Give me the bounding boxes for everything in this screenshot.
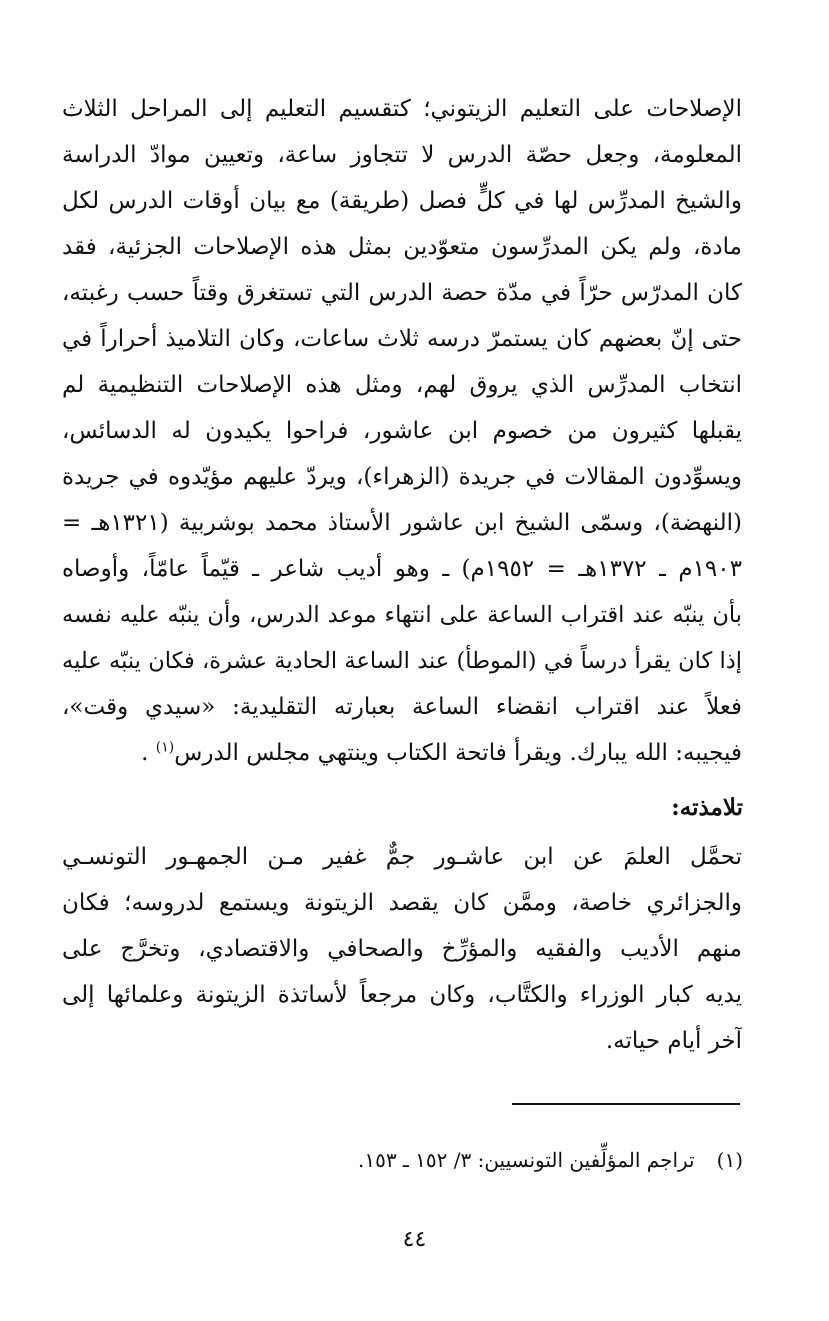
text-line-last: آخر أيام حياته. xyxy=(605,1028,742,1054)
page-number: ٤٤ xyxy=(402,1227,427,1252)
footnote xyxy=(358,1142,743,1178)
text-line-last xyxy=(62,730,742,776)
sentence-end: . xyxy=(141,740,156,766)
text-line: فعلاً عند اقتراب انقضاء الساعة بعبارته التقليدية: «سيدي وقت»، xyxy=(62,694,742,720)
text-line: مادة، ولم يكن المدرِّسون متعوّدين بمثل هذه الإصلاحات الجزئية، فقد xyxy=(62,234,742,260)
footnote-reference[interactable]: (١) xyxy=(155,739,175,756)
text-line: إذا كان يقرأ درساً في (الموطأ) عند الساعة الحادية عشرة، فكان ينبّه عليه xyxy=(62,648,742,674)
text-line: ١٩٠٣م ـ ١٣٧٢هـ = ١٩٥٢م) ـ وهو أديب شاعر ـ قيّماً عامّاً، وأوصاه xyxy=(62,556,742,582)
footnote-divider xyxy=(512,1103,740,1105)
text-line: يديه كبار الوزراء والكتَّاب، وكان مرجعاً لأساتذة الزيتونة وعلمائها إلى xyxy=(62,982,742,1008)
text-line: الإصلاحات على التعليم الزيتوني؛ كتقسيم التعليم إلى المراحل الثلاث xyxy=(62,96,742,122)
body-paragraph-2 xyxy=(62,834,742,1064)
section-heading: تلامذته: xyxy=(671,794,743,821)
text-line: كان المدرّس حرّاً في مدّة حصة الدرس التي تستغرق وقتاً حسب رغبته، xyxy=(62,280,742,306)
text-line: (النهضة)، وسمّى الشيخ ابن عاشور الأستاذ محمد بوشربية (١٣٢١هـ = xyxy=(62,510,742,536)
text-line: ويسوِّدون المقالات في جريدة (الزهراء)، ويردّ عليهم مؤيّدوه في جريدة xyxy=(62,464,742,490)
footnote-number: (١) xyxy=(716,1148,743,1172)
text-line: منهم الأديب والفقيه والمؤرِّخ والصحافي والاقتصادي، وتخرَّج على xyxy=(62,936,742,962)
text-line: بأن ينبّه عند اقتراب الساعة على انتهاء موعد الدرس، وأن ينبّه عليه نفسه xyxy=(62,602,742,628)
text-line: يقبلها كثيرون من خصوم ابن عاشور، فراحوا يكيدون له الدسائس، xyxy=(62,418,742,444)
text-line-content: فيجيبه: الله يبارك. ويقرأ فاتحة الكتاب وينتهي مجلس الدرس xyxy=(174,740,742,766)
body-paragraph-1 xyxy=(62,86,742,776)
text-line: انتخاب المدرِّس الذي يروق لهم، ومثل هذه الإصلاحات التنظيمية لم xyxy=(62,372,742,398)
text-line: المعلومة، وجعل حصّة الدرس لا تتجاوز ساعة، وتعيين موادّ الدراسة xyxy=(62,142,742,168)
footnote-text: تراجم المؤلِّفين التونسيين: ٣/ ١٥٢ ـ ١٥٣. xyxy=(357,1148,695,1172)
text-line: والجزائري خاصة، وممَّن كان يقصد الزيتونة ويستمع لدروسه؛ فكان xyxy=(62,890,742,916)
text-line: تحمَّل العلمَ عن ابن عاشـور جمٌّ غفير مـن الجمهـور التونسـي xyxy=(62,844,742,870)
text-line: حتى إنّ بعضهم كان يستمرّ درسه ثلاث ساعات، وكان التلاميذ أحراراً في xyxy=(62,326,742,352)
text-line: والشيخ المدرِّس لها في كلٍّ فصل (طريقة) مع بيان أوقات الدرس لكل xyxy=(62,188,742,214)
